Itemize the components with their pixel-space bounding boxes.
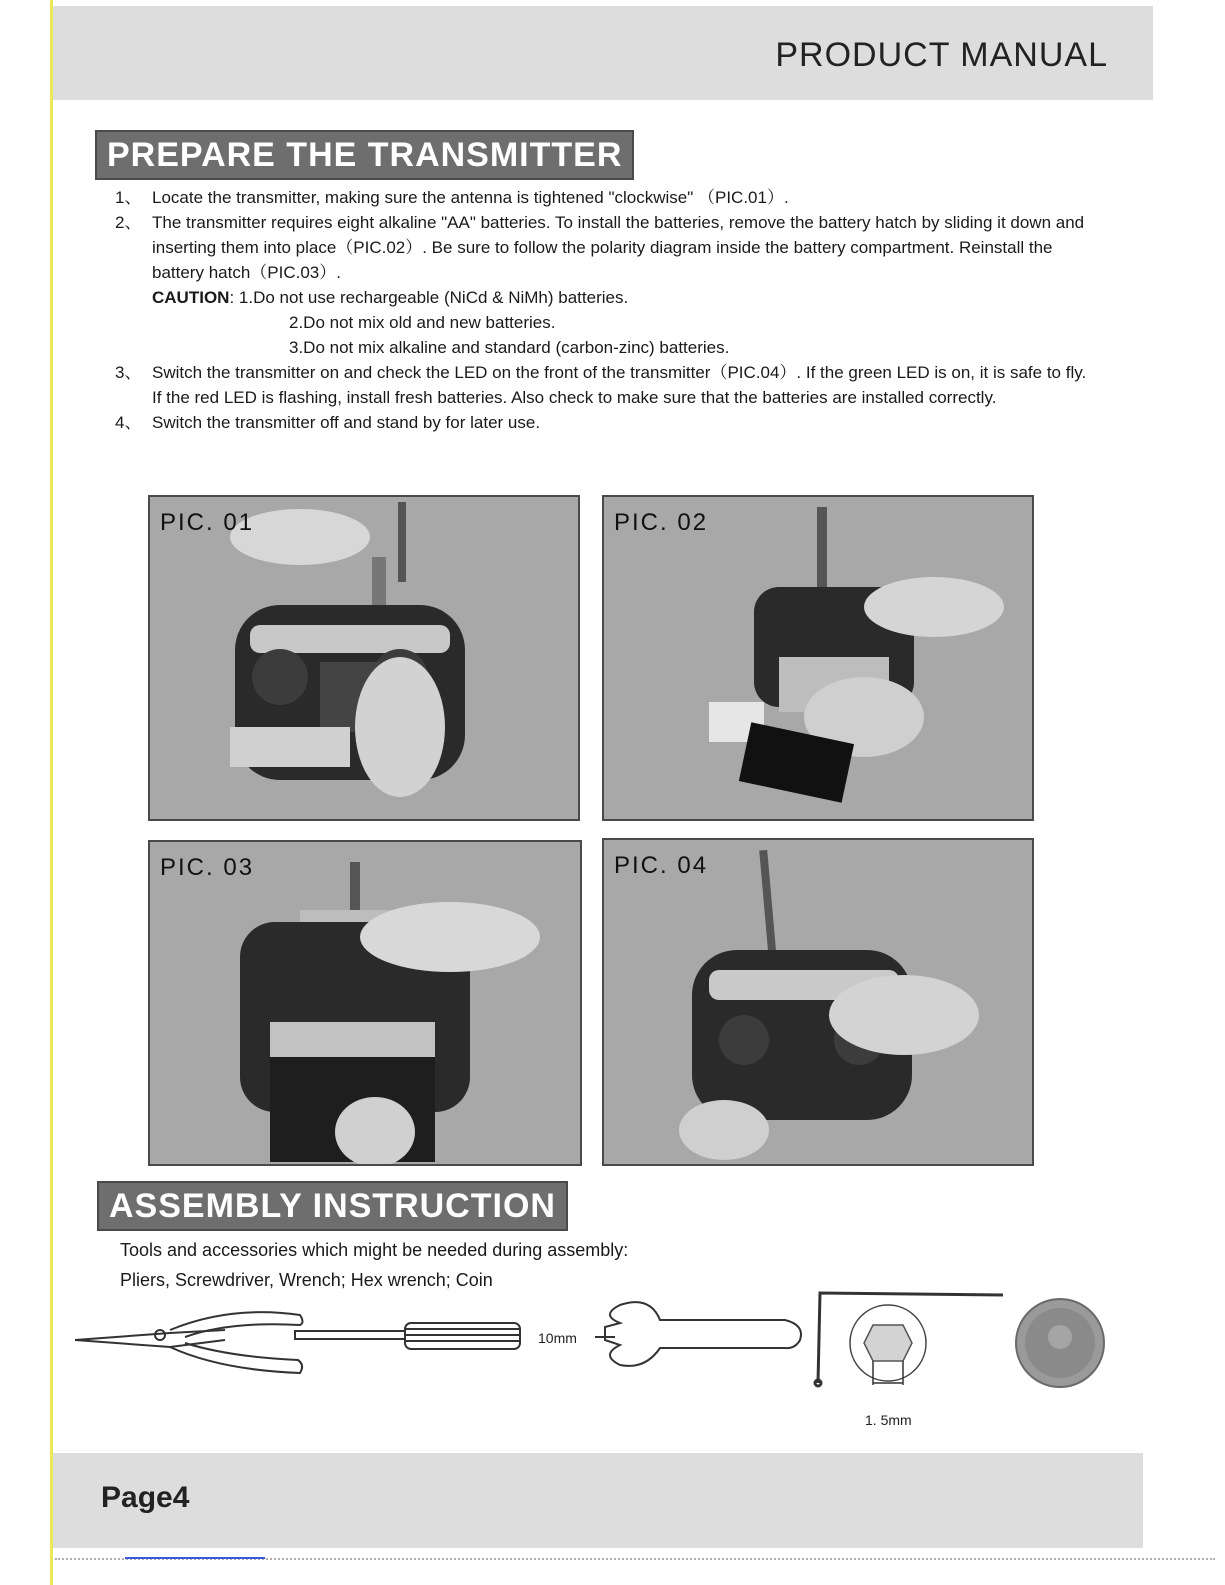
step-number: 2、 xyxy=(115,213,142,232)
step-4 xyxy=(115,410,1090,435)
section-title-assembly: ASSEMBLY INSTRUCTION xyxy=(97,1181,568,1231)
pic-label: PIC. 02 xyxy=(614,509,709,536)
wrench-icon xyxy=(595,1302,801,1366)
step-text: Switch the transmitter on and check the LED on the front of the transmitter（PIC.04）. If the green LED is on, it is safe to fly. If the red LED is flashing, install fresh batteries. Also check to make sure that the batteries are installed correctly. xyxy=(152,363,1087,407)
page-number: Page4 xyxy=(101,1481,190,1514)
photo-pic-02 xyxy=(602,495,1034,821)
coin-icon xyxy=(1016,1299,1104,1387)
pliers-icon xyxy=(75,1312,303,1373)
pic-label: PIC. 04 xyxy=(614,852,709,879)
step-number: 3、 xyxy=(115,363,142,382)
caution-block xyxy=(115,285,1090,360)
pic-label: PIC. 03 xyxy=(160,854,255,881)
step-number: 1、 xyxy=(115,188,142,207)
instructions-list xyxy=(115,185,1090,435)
header-bar xyxy=(53,6,1153,100)
step-text: The transmitter requires eight alkaline "AA" batteries. To install the batteries, remove the battery hatch by sliding it down and inserting them into place（PIC.02）. Be sure to follow the polarity diagram inside the battery compartment. Reinstall the battery hatch（PIC.03）. xyxy=(152,213,1085,282)
step-1 xyxy=(115,185,1090,210)
photo-pic-03 xyxy=(148,840,582,1166)
battery-hatch-illustration xyxy=(604,497,1032,819)
reinstall-hatch-illustration xyxy=(150,842,580,1164)
hex-size-label: 1. 5mm xyxy=(865,1412,912,1428)
tools-illustration xyxy=(60,1285,1160,1435)
step-3 xyxy=(115,360,1090,410)
wrench-size-label: 10mm xyxy=(538,1330,577,1346)
step-text: Locate the transmitter, making sure the antenna is tightened "clockwise" （PIC.01）. xyxy=(152,188,789,207)
section-title-prepare: PREPARE THE TRANSMITTER xyxy=(95,130,634,180)
photo-pic-04 xyxy=(602,838,1034,1166)
caution-first-line xyxy=(152,285,1090,310)
pic-label: PIC. 01 xyxy=(160,509,255,536)
step-2 xyxy=(115,210,1090,285)
caution-item: 2.Do not mix old and new batteries. xyxy=(289,313,556,332)
caution-label: CAUTION xyxy=(152,288,230,307)
photo-pic-01 xyxy=(148,495,580,821)
tools-intro: Tools and accessories which might be needed during assembly: xyxy=(120,1240,629,1260)
header-title: PRODUCT MANUAL xyxy=(775,36,1108,74)
caution-item: : 1.Do not use rechargeable (NiCd & NiMh) batteries. xyxy=(229,288,629,307)
step-number: 4、 xyxy=(115,413,142,432)
hex-socket-icon xyxy=(850,1305,926,1385)
caution-item: 3.Do not mix alkaline and standard (carbon-zinc) batteries. xyxy=(289,338,730,357)
bottom-accent-line xyxy=(125,1557,265,1559)
footer-bar xyxy=(53,1453,1143,1548)
tools-list: Pliers, Screwdriver, Wrench; Hex wrench; Coin xyxy=(120,1270,493,1290)
transmitter-antenna-illustration xyxy=(150,497,578,819)
page-edge-strip xyxy=(50,0,53,1585)
step-text: Switch the transmitter off and stand by for later use. xyxy=(152,413,541,432)
screwdriver-icon xyxy=(295,1323,520,1349)
switch-on-illustration xyxy=(604,840,1032,1164)
